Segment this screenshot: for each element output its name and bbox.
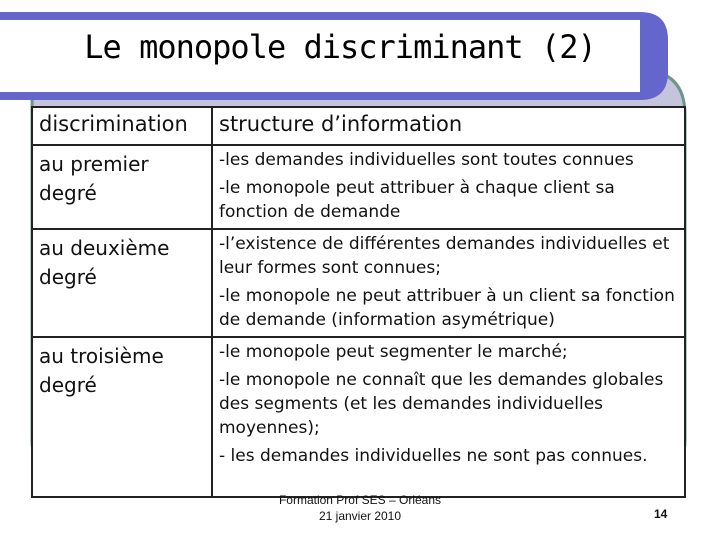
table-row: [32, 145, 685, 229]
slide-title: Le monopole discriminant (2): [84, 28, 596, 66]
discrimination-table: [31, 106, 686, 498]
footer: [250, 492, 470, 524]
table-row: [32, 229, 685, 337]
footer-line-1: Formation Prof SES – Orléans: [278, 493, 442, 507]
info-line: - les demandes individuelles ne sont pas connues.: [219, 446, 648, 466]
degree-cell: au premier degré: [32, 145, 212, 229]
info-line: -le monopole peut attribuer à chaque client sa fonction de demande: [219, 178, 615, 222]
degree-cell: au troisième degré: [32, 337, 212, 497]
title-rule: [40, 92, 640, 95]
info-line: -les demandes individuelles sont toutes connues: [219, 150, 634, 170]
header-discrimination: discrimination: [32, 107, 212, 145]
footer-line-2: 21 janvier 2010: [318, 509, 402, 523]
info-line: -le monopole ne connaît que les demandes globales des segments (et les demandes individuelles moyennes);: [219, 370, 664, 438]
info-line: -le monopole ne peut attribuer à un client sa fonction de demande (information asymétrique): [219, 286, 675, 330]
info-line: -l’existence de différentes demandes individuelles et leur formes sont connues;: [219, 234, 670, 278]
info-cell: [212, 337, 685, 497]
header-information: structure d’information: [212, 107, 685, 145]
page-number: 14: [654, 507, 668, 521]
info-cell: [212, 229, 685, 337]
table-row: [32, 337, 685, 497]
info-line: -le monopole peut segmenter le marché;: [219, 342, 568, 362]
degree-cell: au deuxième degré: [32, 229, 212, 337]
table-header-row: [32, 107, 685, 145]
info-cell: [212, 145, 685, 229]
